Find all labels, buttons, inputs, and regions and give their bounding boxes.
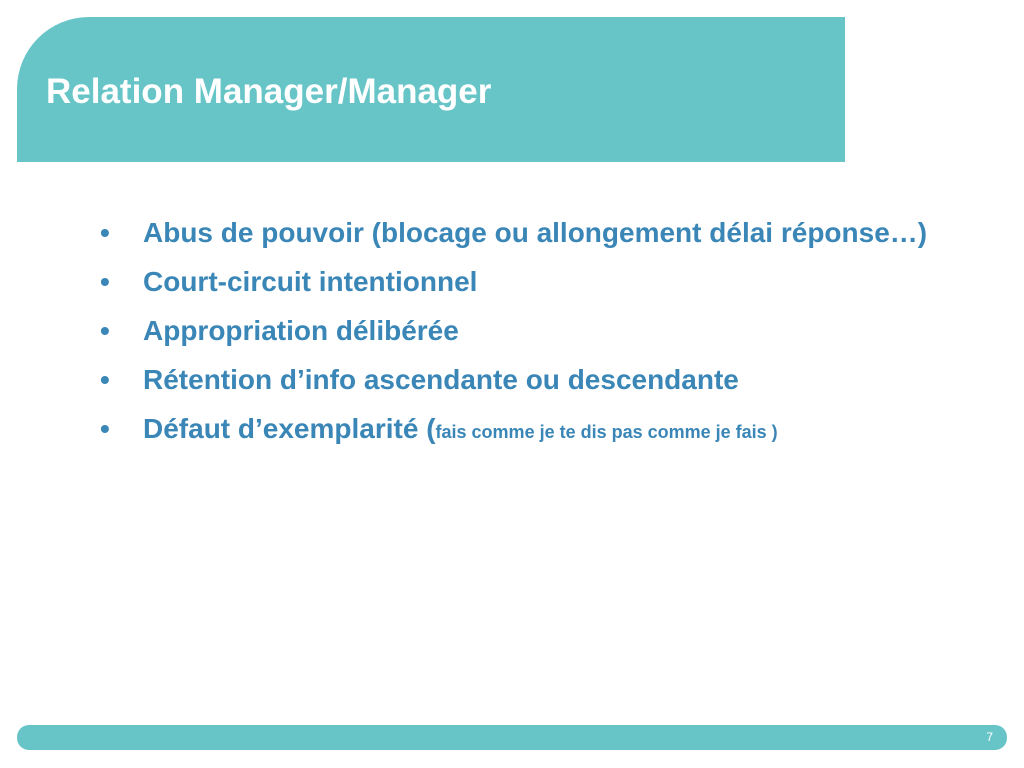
slide-title: Relation Manager/Manager — [46, 72, 492, 111]
page-number: 7 — [986, 730, 993, 744]
bullet-text: Rétention d’info ascendante ou descendante — [143, 364, 739, 395]
bullet-marker: • — [100, 413, 110, 444]
bullet-item-retention — [100, 361, 930, 399]
bullet-marker: • — [100, 364, 110, 395]
bullet-marker: • — [100, 266, 110, 297]
bullet-item-court-circuit — [100, 263, 930, 301]
bullet-text: Abus de pouvoir (blocage ou allongement délai réponse…) — [143, 217, 928, 248]
bullet-small-text: fais comme je te dis pas comme je fais ) — [435, 422, 778, 442]
bullet-marker: • — [100, 315, 110, 346]
bullet-text: Appropriation délibérée — [143, 315, 459, 346]
bullet-item-abus — [100, 214, 930, 252]
footer-bar — [17, 725, 1007, 750]
bullet-item-exemplarite — [100, 410, 930, 451]
bullet-text: Court-circuit intentionnel — [143, 266, 478, 297]
bullet-item-appropriation — [100, 312, 930, 350]
bullet-list — [100, 214, 930, 462]
bullet-marker: • — [100, 217, 110, 248]
bullet-text: Défaut d’exemplarité ( — [143, 413, 436, 444]
